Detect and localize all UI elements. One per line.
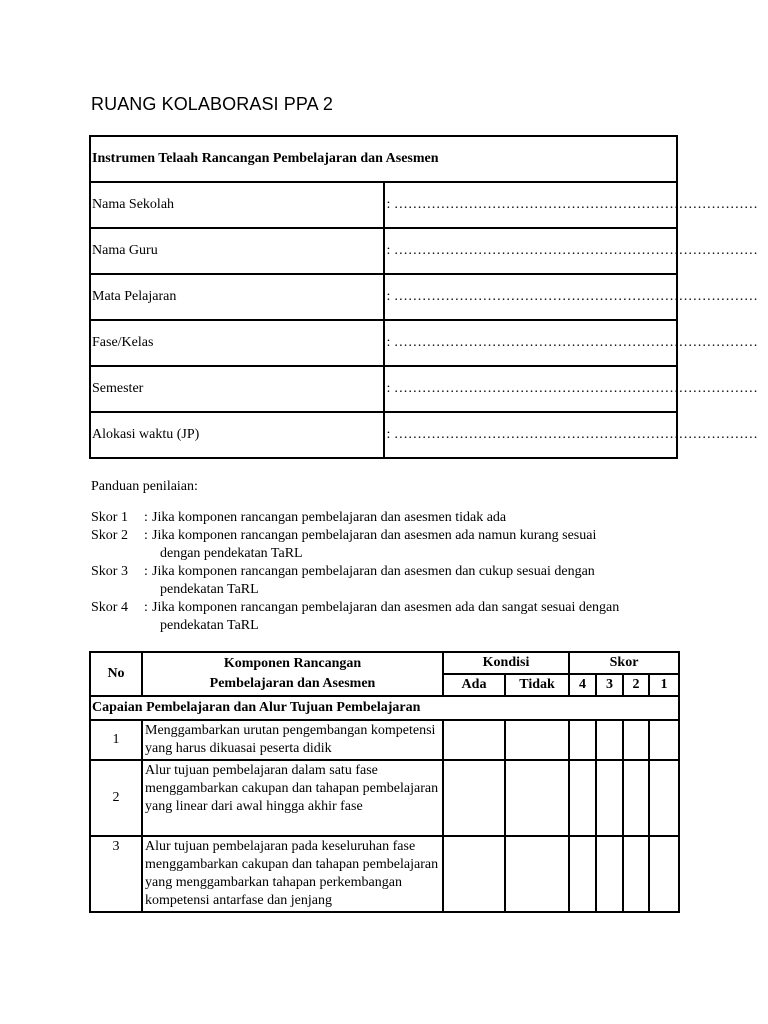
cell-ada[interactable]: [443, 760, 505, 836]
info-label: Nama Guru: [90, 228, 384, 274]
info-value-field[interactable]: : ……………………………………………………………………: [384, 412, 678, 458]
info-value-field[interactable]: : ……………………………………………………………………: [384, 320, 678, 366]
score-label: Skor 2: [91, 528, 128, 543]
info-value-field[interactable]: : ……………………………………………………………………: [384, 366, 678, 412]
col-header-tidak: Tidak: [505, 674, 569, 696]
assessment-table: [89, 651, 680, 913]
cell-score-4[interactable]: [569, 760, 596, 836]
info-row-semester: [90, 366, 677, 412]
cell-score-3[interactable]: [596, 836, 623, 912]
cell-ada[interactable]: [443, 836, 505, 912]
info-row-school: [90, 182, 677, 228]
table-row: [90, 760, 679, 836]
info-row-time-allocation: [90, 412, 677, 458]
score-description: Jika komponen rancangan pembelajaran dan asesmen dan cukup sesuai dengan pendekatan TaRL: [152, 564, 595, 597]
row-number: 3: [90, 836, 142, 912]
cell-score-3[interactable]: [596, 720, 623, 760]
score-label: Skor 1: [91, 510, 128, 525]
row-component-text: Menggambarkan urutan pengembangan kompetensi yang harus dikuasai peserta didik: [142, 720, 443, 760]
cell-score-3[interactable]: [596, 760, 623, 836]
scoring-guide-title: Panduan penilaian:: [91, 479, 198, 494]
cell-tidak[interactable]: [505, 760, 569, 836]
info-label: Mata Pelajaran: [90, 274, 384, 320]
cell-tidak[interactable]: [505, 836, 569, 912]
info-label: Alokasi waktu (JP): [90, 412, 384, 458]
col-header-score-1: 1: [649, 674, 679, 696]
cell-score-4[interactable]: [569, 720, 596, 760]
score-item: Skor 2 : Jika komponen rancangan pembelajaran dan asesmen ada namun kurang sesuai dengan pendekatan TaRL: [91, 527, 672, 563]
row-number: 2: [90, 760, 142, 836]
info-row-subject: [90, 274, 677, 320]
info-table-heading: Instrumen Telaah Rancangan Pembelajaran dan Asesmen: [90, 136, 677, 182]
cell-score-2[interactable]: [623, 720, 649, 760]
row-component-text: Alur tujuan pembelajaran pada keseluruhan fase menggambarkan cakupan dan tahapan pembelajaran yang menggambarkan tahapan perkembangan kompetensi antarfase dan jenjang: [142, 836, 443, 912]
col-header-score-3: 3: [596, 674, 623, 696]
score-description: Jika komponen rancangan pembelajaran dan asesmen tidak ada: [152, 510, 507, 525]
cell-tidak[interactable]: [505, 720, 569, 760]
info-row-teacher: [90, 228, 677, 274]
cell-score-1[interactable]: [649, 836, 679, 912]
cell-ada[interactable]: [443, 720, 505, 760]
col-header-ada: Ada: [443, 674, 505, 696]
score-label: Skor 4: [91, 600, 128, 615]
scoring-guide: [91, 478, 672, 635]
info-label: Fase/Kelas: [90, 320, 384, 366]
score-label: Skor 3: [91, 564, 128, 579]
col-header-score-2: 2: [623, 674, 649, 696]
info-value-field[interactable]: : ……………………………………………………………………: [384, 274, 678, 320]
score-item: Skor 4 : Jika komponen rancangan pembelajaran dan asesmen ada dan sangat sesuai dengan pendekatan TaRL: [91, 599, 672, 635]
cell-score-1[interactable]: [649, 760, 679, 836]
cell-score-2[interactable]: [623, 836, 649, 912]
info-label: Semester: [90, 366, 384, 412]
cell-score-4[interactable]: [569, 836, 596, 912]
col-header-kondisi: Kondisi: [443, 652, 569, 674]
info-row-phase-class: [90, 320, 677, 366]
col-header-no: No: [90, 652, 142, 696]
score-item: Skor 1 : Jika komponen rancangan pembelajaran dan asesmen tidak ada: [91, 509, 672, 527]
score-item: Skor 3 : Jika komponen rancangan pembelajaran dan asesmen dan cukup sesuai dengan pendekatan TaRL: [91, 563, 672, 599]
info-table-heading-row: [90, 136, 677, 182]
document-title: RUANG KOLABORASI PPA 2: [91, 94, 333, 114]
info-value-field[interactable]: : ……………………………………………………………………: [384, 228, 678, 274]
info-label: Nama Sekolah: [90, 182, 384, 228]
col-header-score-4: 4: [569, 674, 596, 696]
section-heading: Capaian Pembelajaran dan Alur Tujuan Pembelajaran: [90, 696, 679, 720]
cell-score-1[interactable]: [649, 720, 679, 760]
cell-score-2[interactable]: [623, 760, 649, 836]
score-description: Jika komponen rancangan pembelajaran dan asesmen ada namun kurang sesuai dengan pendekatan TaRL: [152, 528, 597, 561]
row-component-text: Alur tujuan pembelajaran dalam satu fase menggambarkan cakupan dan tahapan pembelajaran yang linear dari awal hingga akhir fase: [142, 760, 443, 836]
section-row: [90, 696, 679, 720]
score-description: Jika komponen rancangan pembelajaran dan asesmen ada dan sangat sesuai dengan pendekatan TaRL: [152, 600, 620, 633]
row-number: 1: [90, 720, 142, 760]
assessment-header-row: [90, 652, 679, 674]
info-table: [89, 135, 758, 459]
col-header-skor: Skor: [569, 652, 679, 674]
table-row: [90, 836, 679, 912]
table-row: [90, 720, 679, 760]
col-header-component: Komponen Rancangan Pembelajaran dan Asesmen: [142, 652, 443, 696]
info-value-field[interactable]: : ……………………………………………………………………: [384, 182, 678, 228]
